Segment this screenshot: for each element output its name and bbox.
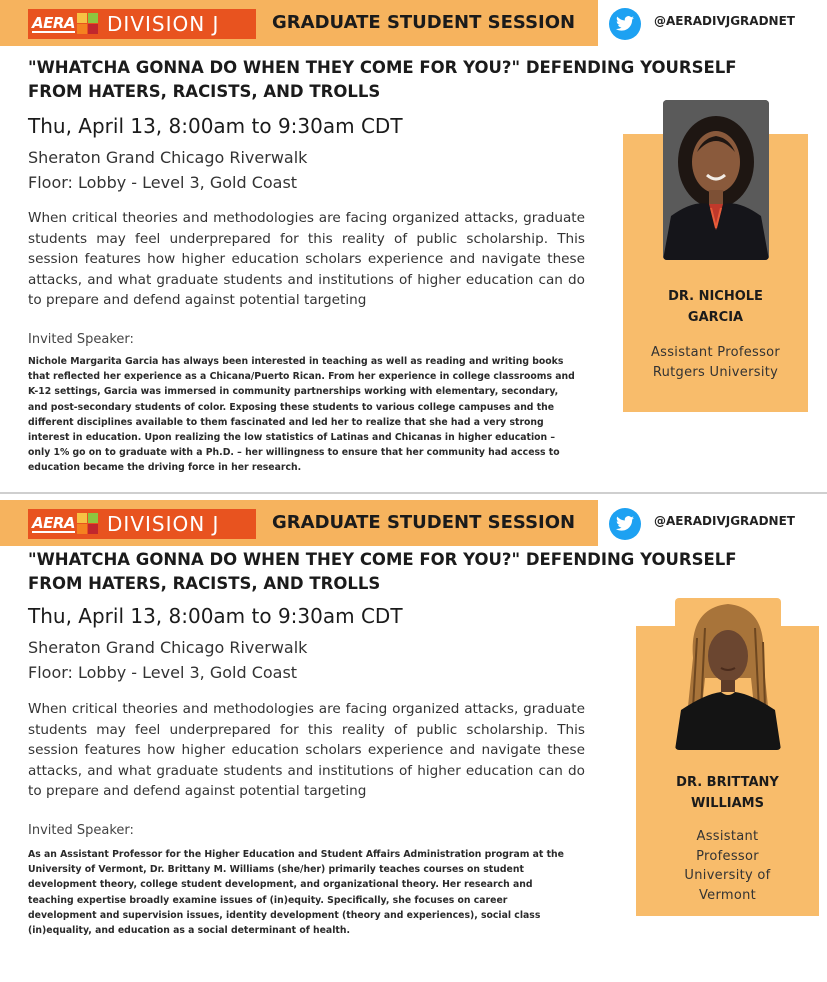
speaker-name-line-2: WILLIAMS [691, 796, 764, 811]
session-card-2 [0, 492, 827, 982]
division-logo [28, 9, 256, 39]
aera-emblem-icon [77, 13, 99, 35]
aera-logo [28, 9, 99, 39]
speaker-role-line-2: Rutgers University [652, 364, 779, 380]
speaker-role-line-4: Vermont [698, 887, 757, 903]
session-description: When critical theories and methodologies are facing organized attacks, graduate students may feel underprepared for this reality of public scholarship. This session features how higher education scholars experience and navigate these attacks, and what graduate students and institutions of higher education can do to prepare and defend against potential targeting [28, 210, 585, 308]
session-type-title: GRADUATE STUDENT SESSION [272, 12, 576, 33]
speaker-photo [663, 100, 769, 260]
aera-emblem-icon [77, 513, 99, 535]
speaker-role [636, 827, 819, 905]
aera-logo-text: AERA [32, 13, 76, 32]
speaker-bio: As an Assistant Professor for the Higher Education and Student Affairs Administration program at the University of Vermont, Dr. Brittany M. Williams (she/her) primarily teaches courses on student development theory, college student development, and organizational theory. Her research and teaching expertise broadly examine issues of (in)equity. Specifically, she focuses on career development and supervision issues, identity development (theory and experiences), social class (in)equality, and education as a social determinant of health. [28, 849, 564, 937]
speaker-role-line-3: University of [684, 868, 771, 883]
speaker-bio: Nichole Margarita Garcia has always been interested in teaching as well as reading and writing books that reflected her experience as a Chicana/Puerto Rican. From her experience in college classrooms and K-12 settings, Garcia was immersed in community partnerships working with elementary, secondary, and post-secondary students of color. Exposing these students to various college campuses and the different disciplines available to them fascinated and led her to realize that she had a very strong interest in education. Upon realizing the low statistics of Latinas and Chicanas in higher education – only 1% go on to graduate with a Ph.D. – her willingness to ensure that her community had access to education became the driving force in her research. [28, 356, 575, 474]
session-floor: Floor: Lobby - Level 3, Gold Coast [28, 173, 298, 192]
speaker-photo [675, 598, 781, 750]
session-datetime: Thu, April 13, 8:00am to 9:30am CDT [28, 114, 403, 138]
twitter-bird-icon[interactable] [609, 508, 641, 540]
twitter-handle[interactable]: @AERADIVJGRADNET [654, 14, 795, 28]
division-label: DIVISION J [107, 512, 220, 536]
session-title-line-1: "WHATCHA GONNA DO WHEN THEY COME FOR YOU?" DEFENDING YOURSELF [28, 550, 737, 569]
aera-logo-text: AERA [32, 513, 76, 532]
session-type-title: GRADUATE STUDENT SESSION [272, 512, 576, 533]
speaker-role [623, 343, 808, 382]
speaker-name [636, 772, 819, 814]
invited-speaker-label: Invited Speaker: [28, 332, 134, 347]
session-floor: Floor: Lobby - Level 3, Gold Coast [28, 663, 298, 682]
division-logo [28, 509, 256, 539]
twitter-handle[interactable]: @AERADIVJGRADNET [654, 514, 795, 528]
speaker-name-line-1: DR. BRITTANY [676, 775, 779, 790]
session-venue: Sheraton Grand Chicago Riverwalk [28, 638, 308, 657]
speaker-role-line-2: Professor [696, 848, 759, 864]
speaker-name-line-2: GARCIA [687, 310, 744, 325]
session-title-line-1: "WHATCHA GONNA DO WHEN THEY COME FOR YOU?" DEFENDING YOURSELF [28, 58, 737, 77]
speaker-role-line-1: Assistant Professor [650, 345, 781, 360]
session-description: When critical theories and methodologies are facing organized attacks, graduate students may feel underprepared for this reality of public scholarship. This session features how higher education scholars experience and navigate these attacks, and what graduate students and institutions of higher education can do to prepare and defend against potential targeting [28, 701, 585, 799]
speaker-name-line-1: DR. NICHOLE [668, 289, 763, 304]
speaker-role-line-1: Assistant [696, 829, 759, 844]
invited-speaker-label: Invited Speaker: [28, 823, 134, 838]
session-banner [0, 0, 598, 46]
session-datetime: Thu, April 13, 8:00am to 9:30am CDT [28, 604, 403, 628]
speaker-name [623, 286, 808, 328]
aera-logo [28, 509, 99, 539]
session-title [28, 56, 808, 104]
session-title-line-2: FROM HATERS, RACISTS, AND TROLLS [28, 574, 381, 593]
session-banner [0, 500, 598, 546]
session-title-line-2: FROM HATERS, RACISTS, AND TROLLS [28, 82, 381, 101]
session-title [28, 548, 808, 596]
division-label: DIVISION J [107, 12, 220, 36]
twitter-bird-icon[interactable] [609, 8, 641, 40]
session-venue: Sheraton Grand Chicago Riverwalk [28, 148, 308, 167]
